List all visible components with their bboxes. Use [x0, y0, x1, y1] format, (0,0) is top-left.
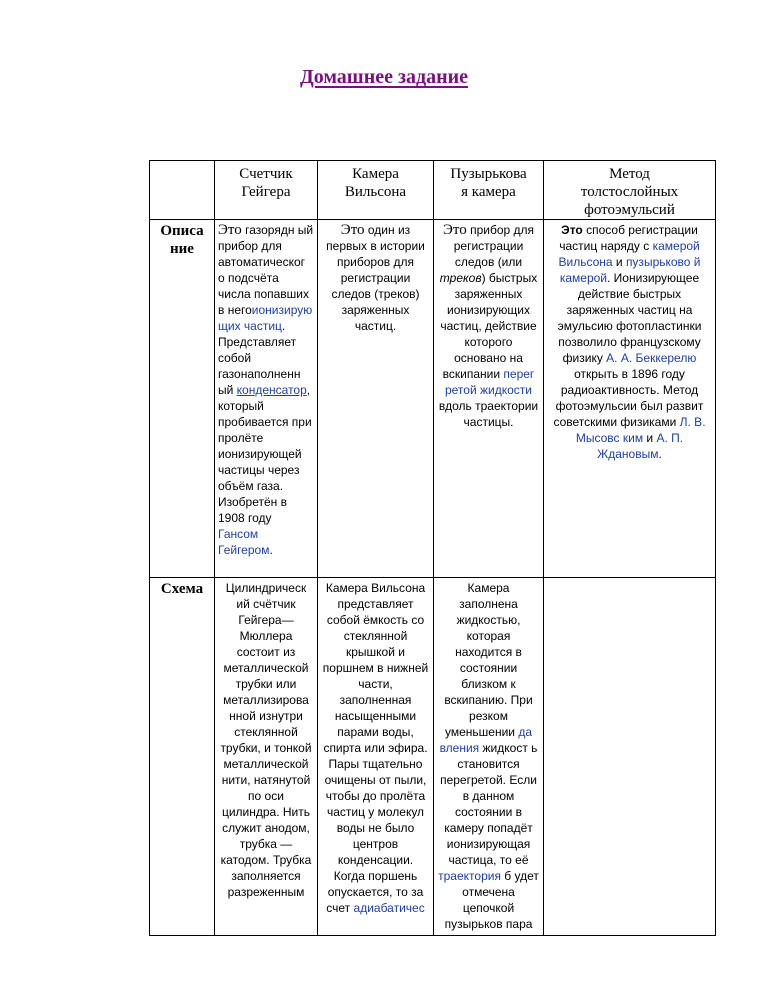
link-trajectory[interactable]: траектория	[438, 869, 501, 883]
header-row	[150, 161, 716, 220]
link-becquerel[interactable]: А. А. Беккерелю	[606, 351, 697, 365]
link-bubble-chamber[interactable]: пузырьково й камерой	[559, 255, 701, 285]
row-label-description: Описа ние	[150, 220, 215, 578]
description-wilson: Это один из первых в истории приборов для регистрации следов (треков) заряженных частиц.	[318, 220, 434, 578]
scheme-bubble: Камера заполнена жидкостью, которая находится в состоянии близком к вскипанию. При резком уменьшении да вления жидкост ь становится перегретой. Если в данном состоянии в камеру попадёт ионизирующая частица, то её траектория б удет отмечена цепочкой пузырьков пара	[434, 578, 544, 936]
link-ionizing-particles[interactable]: ионизирую щих частиц	[218, 303, 313, 333]
header-bubble: Пузырькова я камера	[434, 161, 544, 220]
link-zhdanov[interactable]: А. П. Ждановым	[597, 431, 684, 461]
scheme-wilson: Камера Вильсона представляет собой ёмкость со стеклянной крышкой и поршнем в нижней части, заполненная насыщенными парами воды, спирта или эфира. Пары тщательно очищены от пыли, чтобы до пролёта частиц у молекул воды не было центров конденсации. Когда поршень опускается, то за счет адиабатичес	[318, 578, 434, 936]
detectors-table	[149, 160, 716, 936]
description-row	[150, 220, 716, 578]
scheme-geiger: Цилиндрическ ий счётчик Гейгера—Мюллера состоит из металлической трубки или металлизирова нной изнутри стеклянной трубки, и тонкой металлической нити, натянутой по оси цилиндра. Нить служит анодом, трубка — катодом. Трубка заполняется разреженным	[215, 578, 318, 936]
description-emulsion: Это способ регистрации частиц наряду с камерой Вильсона и пузырьково й камерой. Ионизирующее действие быстрых заряженных частиц на эмульсию фотопластинки позволило французскому физику А. А. Беккерелю открыть в 1896 году радиоактивность. Метод фотоэмульсии был развит советскими физиками Л. В. Мысовс ким и А. П. Ждановым.	[544, 220, 716, 578]
header-geiger: Счетчик Гейгера	[215, 161, 318, 220]
row-label-scheme: Схема	[150, 578, 215, 936]
corner-cell	[150, 161, 215, 220]
description-geiger: Это газорядн ый прибор для автоматическог о подсчёта числа попавших в негоионизирую щих частиц. Представляет собой газонаполненн ый конденсатор, который пробивается при пролёте ионизирующей частицы через объём газа. Изобретён в 1908 году Гансом Гейгером.	[215, 220, 318, 578]
page-title: Домашнее задание	[299, 66, 469, 88]
link-pressure[interactable]: да вления	[439, 725, 533, 755]
description-bubble: Это прибор для регистрации следов (или треков) быстрых заряженных ионизирующих частиц, действие которого основано на вскипании перег ретой жидкости вдоль траектории частицы.	[434, 220, 544, 578]
link-wilson-chamber[interactable]: камерой Вильсона	[558, 239, 700, 269]
link-mysovsky[interactable]: Л. В. Мысовс ким	[575, 415, 706, 445]
scheme-emulsion	[544, 578, 716, 936]
link-capacitor[interactable]: конденсатор	[236, 383, 307, 397]
link-adiabatic[interactable]: адиабатичес	[353, 901, 425, 915]
header-emulsion: Метод толстослойных фотоэмульсий	[544, 161, 716, 220]
link-hans-geiger[interactable]: Гансом Гейгером	[218, 527, 270, 557]
scheme-row	[150, 578, 716, 936]
link-superheated-liquid[interactable]: перег ретой жидкости	[444, 367, 535, 397]
header-wilson: Камера Вильсона	[318, 161, 434, 220]
